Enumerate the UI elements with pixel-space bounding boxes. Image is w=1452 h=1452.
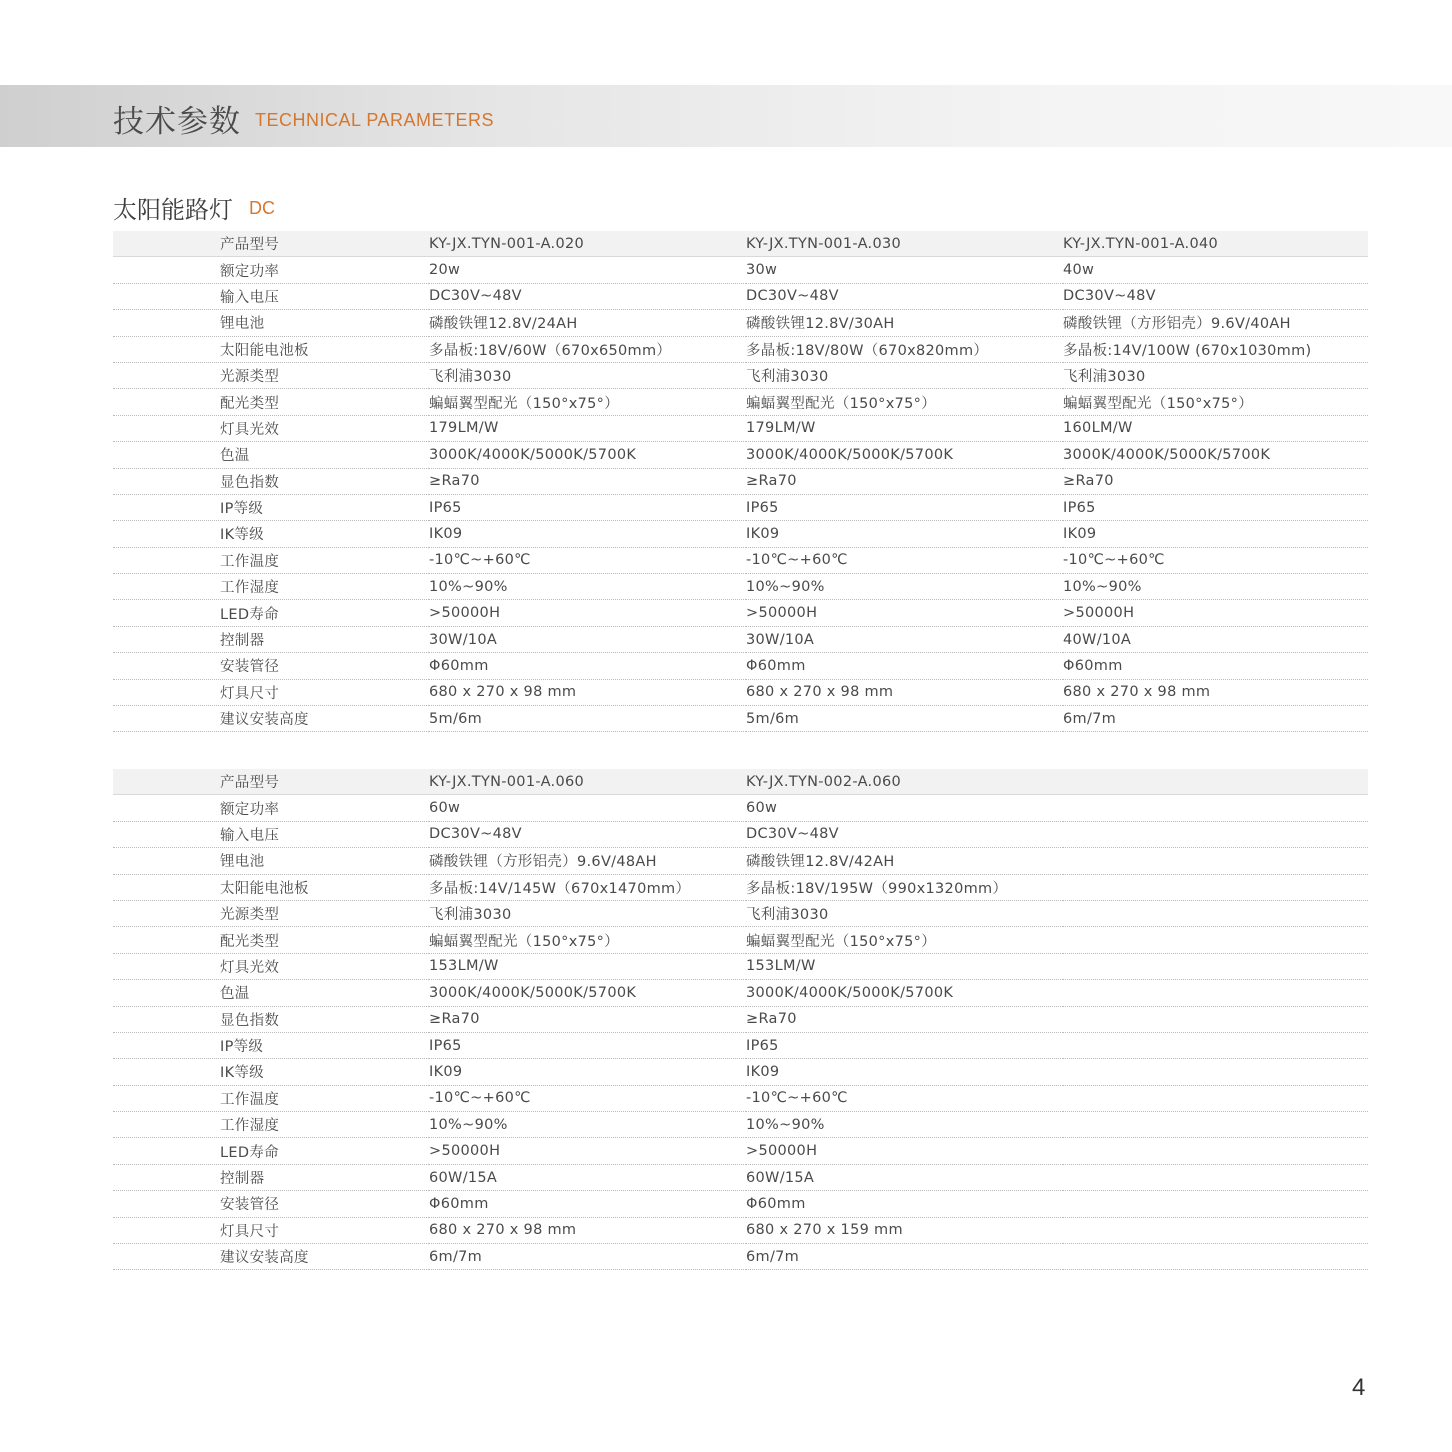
row-label: 灯具尺寸 <box>113 1217 429 1243</box>
table-cell: DC30V~48V <box>429 283 746 309</box>
table-cell: 60w <box>429 795 746 821</box>
table-cell: IK09 <box>746 1059 1063 1085</box>
table-cell: 磷酸铁锂12.8V/42AH <box>746 848 1063 874</box>
row-label: 建议安装高度 <box>113 1244 429 1270</box>
row-label: 工作湿度 <box>113 1112 429 1138</box>
table-cell: 40W/10A <box>1063 626 1368 652</box>
table-cell: 飞利浦3030 <box>1063 362 1368 388</box>
table-row <box>113 547 1368 573</box>
row-label: 产品型号 <box>113 769 429 795</box>
row-label: 工作温度 <box>113 547 429 573</box>
table-cell: 飞利浦3030 <box>746 900 1063 926</box>
table-cell: DC30V~48V <box>429 821 746 847</box>
table-row <box>113 231 1368 257</box>
table-cell: 磷酸铁锂（方形铝壳）9.6V/48AH <box>429 848 746 874</box>
empty-cell <box>1063 1032 1368 1058</box>
row-label: 灯具光效 <box>113 953 429 979</box>
table-cell: -10℃~+60℃ <box>746 547 1063 573</box>
table-row <box>113 1059 1368 1085</box>
table-cell: 153LM/W <box>429 953 746 979</box>
row-label: 配光类型 <box>113 389 429 415</box>
table-cell: -10℃~+60℃ <box>429 1085 746 1111</box>
table-cell: 680 x 270 x 98 mm <box>429 1217 746 1243</box>
table-cell: 多晶板:14V/145W（670x1470mm） <box>429 874 746 900</box>
table-cell: 60w <box>746 795 1063 821</box>
row-label: IP等级 <box>113 1032 429 1058</box>
table-row <box>113 900 1368 926</box>
table-row <box>113 1138 1368 1164</box>
table-row <box>113 706 1368 732</box>
table-cell: 蝙蝠翼型配光（150°x75°） <box>429 927 746 953</box>
table-cell: >50000H <box>429 600 746 626</box>
row-label: 工作温度 <box>113 1085 429 1111</box>
table-cell: IK09 <box>1063 521 1368 547</box>
table-cell: 飞利浦3030 <box>746 362 1063 388</box>
row-label: 锂电池 <box>113 848 429 874</box>
empty-cell <box>1063 927 1368 953</box>
table-cell: 3000K/4000K/5000K/5700K <box>1063 442 1368 468</box>
table-cell: 多晶板:14V/100W (670x1030mm) <box>1063 336 1368 362</box>
table-row <box>113 653 1368 679</box>
empty-cell <box>1063 900 1368 926</box>
table-cell: 30W/10A <box>429 626 746 652</box>
row-label: 灯具光效 <box>113 415 429 441</box>
table-row <box>113 310 1368 336</box>
table-row <box>113 980 1368 1006</box>
table-cell: 30W/10A <box>746 626 1063 652</box>
row-label: 灯具尺寸 <box>113 679 429 705</box>
table-cell: 3000K/4000K/5000K/5700K <box>746 980 1063 1006</box>
empty-cell <box>1063 795 1368 821</box>
table-cell: IP65 <box>746 1032 1063 1058</box>
table-cell: IK09 <box>429 1059 746 1085</box>
table-row <box>113 821 1368 847</box>
empty-cell <box>1063 874 1368 900</box>
table-row <box>113 468 1368 494</box>
empty-cell <box>1063 1112 1368 1138</box>
table-cell: 60W/15A <box>746 1164 1063 1190</box>
table-cell: 680 x 270 x 98 mm <box>746 679 1063 705</box>
table-cell: -10℃~+60℃ <box>1063 547 1368 573</box>
table-cell: 153LM/W <box>746 953 1063 979</box>
row-label: IP等级 <box>113 494 429 520</box>
table-cell: 10%~90% <box>746 574 1063 600</box>
table-cell: Φ60mm <box>1063 653 1368 679</box>
row-label: 光源类型 <box>113 362 429 388</box>
row-label: 额定功率 <box>113 795 429 821</box>
table-cell: >50000H <box>746 1138 1063 1164</box>
table-row <box>113 1085 1368 1111</box>
table-cell: -10℃~+60℃ <box>429 547 746 573</box>
table-cell: 3000K/4000K/5000K/5700K <box>746 442 1063 468</box>
table-row <box>113 927 1368 953</box>
page-number: 4 <box>1352 1374 1366 1401</box>
table-cell: 179LM/W <box>746 415 1063 441</box>
table-cell: 10%~90% <box>429 1112 746 1138</box>
table-cell: 磷酸铁锂12.8V/24AH <box>429 310 746 336</box>
table-row <box>113 679 1368 705</box>
table-cell: 多晶板:18V/195W（990x1320mm） <box>746 874 1063 900</box>
table-row <box>113 415 1368 441</box>
table-row <box>113 1006 1368 1032</box>
empty-cell <box>1063 1191 1368 1217</box>
table-row <box>113 769 1368 795</box>
table-cell: 磷酸铁锂12.8V/30AH <box>746 310 1063 336</box>
empty-cell <box>1063 1138 1368 1164</box>
table-cell: 3000K/4000K/5000K/5700K <box>429 980 746 1006</box>
table-cell: 蝙蝠翼型配光（150°x75°） <box>746 389 1063 415</box>
row-label: 色温 <box>113 442 429 468</box>
row-label: 工作湿度 <box>113 574 429 600</box>
table-cell: DC30V~48V <box>1063 283 1368 309</box>
table-row <box>113 442 1368 468</box>
table-cell: 179LM/W <box>429 415 746 441</box>
table-cell: >50000H <box>429 1138 746 1164</box>
table-cell: IK09 <box>429 521 746 547</box>
table-cell: Φ60mm <box>429 1191 746 1217</box>
table-cell: 680 x 270 x 98 mm <box>429 679 746 705</box>
table-cell: ≥Ra70 <box>429 468 746 494</box>
table-cell: IK09 <box>746 521 1063 547</box>
section-title: 太阳能路灯 <box>113 196 233 224</box>
row-label: 锂电池 <box>113 310 429 336</box>
row-label: 输入电压 <box>113 821 429 847</box>
table-cell: IP65 <box>429 1032 746 1058</box>
table-cell: 160LM/W <box>1063 415 1368 441</box>
table-row <box>113 283 1368 309</box>
table-cell: 5m/6m <box>429 706 746 732</box>
row-label: 额定功率 <box>113 257 429 283</box>
row-label: 安装管径 <box>113 1191 429 1217</box>
table-cell: 680 x 270 x 98 mm <box>1063 679 1368 705</box>
table-cell: IP65 <box>746 494 1063 520</box>
table-row <box>113 1244 1368 1270</box>
table-row <box>113 600 1368 626</box>
empty-cell <box>1063 953 1368 979</box>
empty-cell <box>1063 769 1368 795</box>
table-row <box>113 626 1368 652</box>
table-row <box>113 574 1368 600</box>
table-cell: 磷酸铁锂（方形铝壳）9.6V/40AH <box>1063 310 1368 336</box>
row-label: 建议安装高度 <box>113 706 429 732</box>
table-cell: 6m/7m <box>1063 706 1368 732</box>
table-row <box>113 795 1368 821</box>
table-cell: -10℃~+60℃ <box>746 1085 1063 1111</box>
table-cell: ≥Ra70 <box>746 1006 1063 1032</box>
table-cell: 10%~90% <box>429 574 746 600</box>
table-cell: 6m/7m <box>429 1244 746 1270</box>
row-label: 太阳能电池板 <box>113 874 429 900</box>
table-cell: DC30V~48V <box>746 283 1063 309</box>
table-cell: 蝙蝠翼型配光（150°x75°） <box>429 389 746 415</box>
row-label: 光源类型 <box>113 900 429 926</box>
table-cell: 3000K/4000K/5000K/5700K <box>429 442 746 468</box>
table-cell: >50000H <box>1063 600 1368 626</box>
page-title-english: TECHNICAL PARAMETERS <box>255 110 495 130</box>
row-label: 产品型号 <box>113 231 429 257</box>
table-row <box>113 521 1368 547</box>
table-cell: 10%~90% <box>746 1112 1063 1138</box>
empty-cell <box>1063 1217 1368 1243</box>
table-cell: 蝙蝠翼型配光（150°x75°） <box>746 927 1063 953</box>
table-cell: KY-JX.TYN-001-A.040 <box>1063 231 1368 257</box>
empty-cell <box>1063 1059 1368 1085</box>
empty-cell <box>1063 821 1368 847</box>
table-row <box>113 336 1368 362</box>
empty-cell <box>1063 1164 1368 1190</box>
empty-cell <box>1063 980 1368 1006</box>
table-cell: IP65 <box>429 494 746 520</box>
spec-table-2 <box>113 769 1368 1270</box>
empty-cell <box>1063 1085 1368 1111</box>
table-cell: 多晶板:18V/80W（670x820mm） <box>746 336 1063 362</box>
table-cell: IP65 <box>1063 494 1368 520</box>
row-label: 控制器 <box>113 626 429 652</box>
table-cell: 5m/6m <box>746 706 1063 732</box>
empty-cell <box>1063 848 1368 874</box>
table-cell: Φ60mm <box>429 653 746 679</box>
page-title: 技术参数 <box>113 104 241 140</box>
row-label: 色温 <box>113 980 429 1006</box>
row-label: 显色指数 <box>113 1006 429 1032</box>
row-label: 显色指数 <box>113 468 429 494</box>
table-row <box>113 1164 1368 1190</box>
row-label: LED寿命 <box>113 600 429 626</box>
table-row <box>113 1217 1368 1243</box>
row-label: IK等级 <box>113 521 429 547</box>
empty-cell <box>1063 1244 1368 1270</box>
row-label: LED寿命 <box>113 1138 429 1164</box>
row-label: IK等级 <box>113 1059 429 1085</box>
table-cell: 飞利浦3030 <box>429 362 746 388</box>
row-label: 输入电压 <box>113 283 429 309</box>
table-cell: KY-JX.TYN-001-A.060 <box>429 769 746 795</box>
table-cell: 60W/15A <box>429 1164 746 1190</box>
table-row <box>113 257 1368 283</box>
table-cell: >50000H <box>746 600 1063 626</box>
table-row <box>113 1032 1368 1058</box>
table-row <box>113 874 1368 900</box>
table-row <box>113 1191 1368 1217</box>
table-cell: Φ60mm <box>746 1191 1063 1217</box>
table-row <box>113 389 1368 415</box>
spec-table-1 <box>113 231 1368 732</box>
table-cell: KY-JX.TYN-001-A.030 <box>746 231 1063 257</box>
table-cell: 30w <box>746 257 1063 283</box>
empty-cell <box>1063 1006 1368 1032</box>
table-row <box>113 848 1368 874</box>
table-cell: ≥Ra70 <box>1063 468 1368 494</box>
row-label: 配光类型 <box>113 927 429 953</box>
table-cell: 40w <box>1063 257 1368 283</box>
table-cell: KY-JX.TYN-001-A.020 <box>429 231 746 257</box>
table-cell: 20w <box>429 257 746 283</box>
table-row <box>113 1112 1368 1138</box>
table-cell: KY-JX.TYN-002-A.060 <box>746 769 1063 795</box>
table-cell: 飞利浦3030 <box>429 900 746 926</box>
table-cell: 蝙蝠翼型配光（150°x75°） <box>1063 389 1368 415</box>
row-label: 太阳能电池板 <box>113 336 429 362</box>
table-cell: 680 x 270 x 159 mm <box>746 1217 1063 1243</box>
table-row <box>113 362 1368 388</box>
table-cell: ≥Ra70 <box>429 1006 746 1032</box>
table-cell: 6m/7m <box>746 1244 1063 1270</box>
row-label: 控制器 <box>113 1164 429 1190</box>
section-subtitle: DC <box>249 198 275 218</box>
table-row <box>113 494 1368 520</box>
table-cell: 多晶板:18V/60W（670x650mm） <box>429 336 746 362</box>
table-cell: 10%~90% <box>1063 574 1368 600</box>
table-cell: DC30V~48V <box>746 821 1063 847</box>
table-cell: ≥Ra70 <box>746 468 1063 494</box>
table-cell: Φ60mm <box>746 653 1063 679</box>
table-row <box>113 953 1368 979</box>
row-label: 安装管径 <box>113 653 429 679</box>
